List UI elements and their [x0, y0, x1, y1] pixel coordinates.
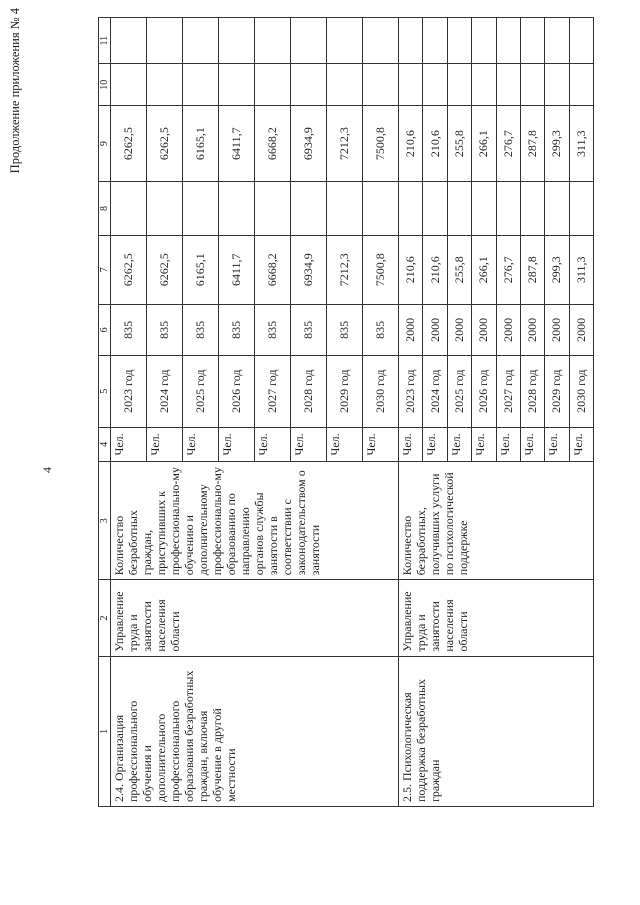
- value-col9-cell: 287,8: [520, 106, 544, 182]
- value-col7-cell: 6262,5: [111, 235, 147, 304]
- value-col8-cell: [520, 182, 544, 235]
- column-number-7: 7: [99, 235, 111, 304]
- value-col11-cell: [219, 18, 255, 64]
- unit-cell: Чел.: [327, 427, 363, 462]
- value-col8-cell: [472, 182, 496, 235]
- year-cell: 2029 год: [327, 355, 363, 427]
- value-col6-cell: 2000: [520, 304, 544, 355]
- value-col8-cell: [255, 182, 291, 235]
- value-col10-cell: [219, 64, 255, 106]
- table-row: [111, 18, 147, 807]
- value-col9-cell: 276,7: [496, 106, 520, 182]
- year-cell: 2025 год: [447, 355, 471, 427]
- value-col11-cell: [147, 18, 183, 64]
- year-cell: 2027 год: [255, 355, 291, 427]
- value-col6-cell: 2000: [569, 304, 593, 355]
- year-cell: 2030 год: [363, 355, 399, 427]
- year-cell: 2027 год: [496, 355, 520, 427]
- value-col6-cell: 835: [147, 304, 183, 355]
- value-col7-cell: 6165,1: [183, 235, 219, 304]
- value-col6-cell: 2000: [472, 304, 496, 355]
- value-col9-cell: 7212,3: [327, 106, 363, 182]
- value-col9-cell: 6934,9: [291, 106, 327, 182]
- value-col8-cell: [291, 182, 327, 235]
- value-col10-cell: [399, 64, 423, 106]
- value-col7-cell: 287,8: [520, 235, 544, 304]
- unit-cell: Чел.: [183, 427, 219, 462]
- value-col7-cell: 7212,3: [327, 235, 363, 304]
- value-col11-cell: [472, 18, 496, 64]
- measure-cell: 2.5. Психологическая поддержка безработных граждан: [399, 656, 594, 806]
- value-col9-cell: 311,3: [569, 106, 593, 182]
- value-col7-cell: 266,1: [472, 235, 496, 304]
- value-col11-cell: [363, 18, 399, 64]
- value-col8-cell: [327, 182, 363, 235]
- value-col11-cell: [111, 18, 147, 64]
- unit-cell: Чел.: [147, 427, 183, 462]
- value-col6-cell: 835: [219, 304, 255, 355]
- value-col10-cell: [363, 64, 399, 106]
- value-col10-cell: [569, 64, 593, 106]
- value-col11-cell: [399, 18, 423, 64]
- unit-cell: Чел.: [520, 427, 544, 462]
- value-col10-cell: [327, 64, 363, 106]
- value-col7-cell: 210,6: [423, 235, 447, 304]
- value-col11-cell: [327, 18, 363, 64]
- unit-cell: Чел.: [472, 427, 496, 462]
- value-col11-cell: [255, 18, 291, 64]
- value-col7-cell: 6934,9: [291, 235, 327, 304]
- value-col10-cell: [147, 64, 183, 106]
- value-col9-cell: 266,1: [472, 106, 496, 182]
- value-col9-cell: 6262,5: [111, 106, 147, 182]
- column-number-8: 8: [99, 182, 111, 235]
- column-number-9: 9: [99, 106, 111, 182]
- value-col7-cell: 6668,2: [255, 235, 291, 304]
- value-col6-cell: 835: [291, 304, 327, 355]
- unit-cell: Чел.: [423, 427, 447, 462]
- year-cell: 2028 год: [520, 355, 544, 427]
- year-cell: 2026 год: [219, 355, 255, 427]
- year-cell: 2030 год: [569, 355, 593, 427]
- column-number-10: 10: [99, 64, 111, 106]
- value-col7-cell: 6262,5: [147, 235, 183, 304]
- unit-cell: Чел.: [111, 427, 147, 462]
- value-col11-cell: [423, 18, 447, 64]
- unit-cell: Чел.: [569, 427, 593, 462]
- value-col6-cell: 835: [111, 304, 147, 355]
- value-col10-cell: [291, 64, 327, 106]
- unit-cell: Чел.: [399, 427, 423, 462]
- year-cell: 2025 год: [183, 355, 219, 427]
- program-table: [98, 17, 594, 807]
- unit-cell: Чел.: [447, 427, 471, 462]
- table-body: [111, 18, 594, 807]
- value-col10-cell: [447, 64, 471, 106]
- page-number: 4: [40, 467, 54, 473]
- value-col6-cell: 2000: [399, 304, 423, 355]
- value-col8-cell: [423, 182, 447, 235]
- value-col9-cell: 255,8: [447, 106, 471, 182]
- year-cell: 2029 год: [545, 355, 569, 427]
- value-col8-cell: [183, 182, 219, 235]
- year-cell: 2026 год: [472, 355, 496, 427]
- value-col10-cell: [472, 64, 496, 106]
- value-col11-cell: [496, 18, 520, 64]
- value-col9-cell: 7500,8: [363, 106, 399, 182]
- value-col10-cell: [183, 64, 219, 106]
- value-col9-cell: 210,6: [423, 106, 447, 182]
- table-header: [99, 18, 111, 807]
- value-col9-cell: 6262,5: [147, 106, 183, 182]
- year-cell: 2024 год: [147, 355, 183, 427]
- value-col6-cell: 2000: [496, 304, 520, 355]
- column-number-3: 3: [99, 462, 111, 580]
- value-col6-cell: 835: [363, 304, 399, 355]
- value-col11-cell: [545, 18, 569, 64]
- year-cell: 2023 год: [399, 355, 423, 427]
- value-col10-cell: [255, 64, 291, 106]
- value-col8-cell: [147, 182, 183, 235]
- value-col8-cell: [569, 182, 593, 235]
- value-col11-cell: [520, 18, 544, 64]
- value-col6-cell: 2000: [447, 304, 471, 355]
- year-cell: 2023 год: [111, 355, 147, 427]
- year-cell: 2024 год: [423, 355, 447, 427]
- value-col7-cell: 311,3: [569, 235, 593, 304]
- value-col8-cell: [496, 182, 520, 235]
- value-col10-cell: [520, 64, 544, 106]
- measure-cell: 2.4. Организация профессионального обучения и дополнительного профессионального образования безработных граждан, включая обучение в другой местности: [111, 656, 399, 806]
- unit-cell: Чел.: [496, 427, 520, 462]
- value-col8-cell: [447, 182, 471, 235]
- value-col10-cell: [111, 64, 147, 106]
- value-col6-cell: 835: [327, 304, 363, 355]
- value-col9-cell: 6668,2: [255, 106, 291, 182]
- value-col6-cell: 835: [183, 304, 219, 355]
- value-col7-cell: 255,8: [447, 235, 471, 304]
- column-number-2: 2: [99, 580, 111, 656]
- column-number-6: 6: [99, 304, 111, 355]
- value-col9-cell: 299,3: [545, 106, 569, 182]
- unit-cell: Чел.: [219, 427, 255, 462]
- value-col8-cell: [399, 182, 423, 235]
- executor-cell: Управление труда и занятости населения области: [111, 580, 399, 656]
- unit-cell: Чел.: [545, 427, 569, 462]
- value-col10-cell: [423, 64, 447, 106]
- value-col7-cell: 299,3: [545, 235, 569, 304]
- value-col11-cell: [183, 18, 219, 64]
- value-col10-cell: [545, 64, 569, 106]
- column-number-1: 1: [99, 656, 111, 806]
- unit-cell: Чел.: [291, 427, 327, 462]
- column-number-11: 11: [99, 18, 111, 64]
- executor-cell: Управление труда и занятости населения области: [399, 580, 594, 656]
- value-col6-cell: 2000: [423, 304, 447, 355]
- year-cell: 2028 год: [291, 355, 327, 427]
- appendix-note: Продолжение приложения № 4: [8, 8, 22, 174]
- value-col6-cell: 835: [255, 304, 291, 355]
- column-number-5: 5: [99, 355, 111, 427]
- value-col6-cell: 2000: [545, 304, 569, 355]
- value-col7-cell: 210,6: [399, 235, 423, 304]
- value-col8-cell: [363, 182, 399, 235]
- value-col11-cell: [447, 18, 471, 64]
- column-number-4: 4: [99, 427, 111, 462]
- unit-cell: Чел.: [255, 427, 291, 462]
- value-col11-cell: [291, 18, 327, 64]
- value-col7-cell: 7500,8: [363, 235, 399, 304]
- unit-cell: Чел.: [363, 427, 399, 462]
- header-row: [99, 18, 111, 807]
- value-col7-cell: 276,7: [496, 235, 520, 304]
- table-row: [399, 18, 423, 807]
- value-col9-cell: 6411,7: [219, 106, 255, 182]
- value-col10-cell: [496, 64, 520, 106]
- value-col9-cell: 6165,1: [183, 106, 219, 182]
- value-col7-cell: 6411,7: [219, 235, 255, 304]
- indicator-cell: Количество безработных граждан, приступивших к профессионально-му обучению и дополнительному профессионально-му образованию по направлению органов службы занятости в соответствии с законодательством о занятости: [111, 462, 399, 580]
- value-col9-cell: 210,6: [399, 106, 423, 182]
- value-col8-cell: [111, 182, 147, 235]
- value-col11-cell: [569, 18, 593, 64]
- value-col8-cell: [219, 182, 255, 235]
- value-col8-cell: [545, 182, 569, 235]
- indicator-cell: Количество безработных, получивших услуги по психологической поддержке: [399, 462, 594, 580]
